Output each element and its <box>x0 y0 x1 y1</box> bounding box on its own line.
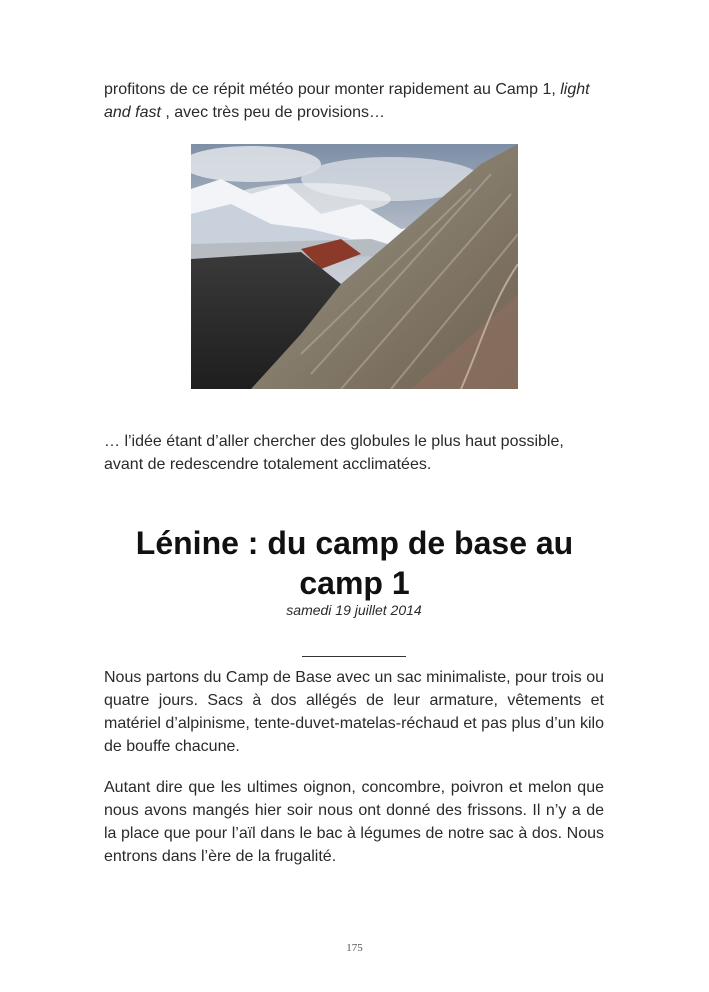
after-image-paragraph: … l’idée étant d’aller chercher des globules le plus haut possible, avant de redescendre totalement acclimatées. <box>104 433 564 473</box>
separator-line <box>302 656 406 657</box>
mountain-photo <box>191 144 518 389</box>
intro-italic: light and fast <box>104 81 590 121</box>
intro-paragraph <box>104 78 604 124</box>
intro-text-before: profitons de ce répit météo pour monter rapidement au Camp 1, <box>104 81 561 98</box>
paragraph-2: Autant dire que les ultimes oignon, concombre, poivron et melon que nous avons mangés hier soir nous ont donné des frissons. Il n’y a de la place que pour l’aïl dans le bac à légumes de notre sac à dos. Nous entrons dans l’ère de la frugalité. <box>104 779 604 865</box>
page-number: 175 <box>346 942 363 954</box>
paragraph-1: Nous partons du Camp de Base avec un sac minimaliste, pour trois ou quatre jours. Sacs à dos allégés de leur armature, vêtements et matériel d’alpinisme, tente-duvet-matelas-réchaud et pas plus d’un kilo de bouffe chacune. <box>104 669 604 755</box>
chapter-title: Lénine : du camp de base au camp 1 <box>135 525 574 601</box>
intro-text-after: , avec très peu de provisions… <box>160 104 386 121</box>
chapter-date: samedi 19 juillet 2014 <box>286 602 422 618</box>
